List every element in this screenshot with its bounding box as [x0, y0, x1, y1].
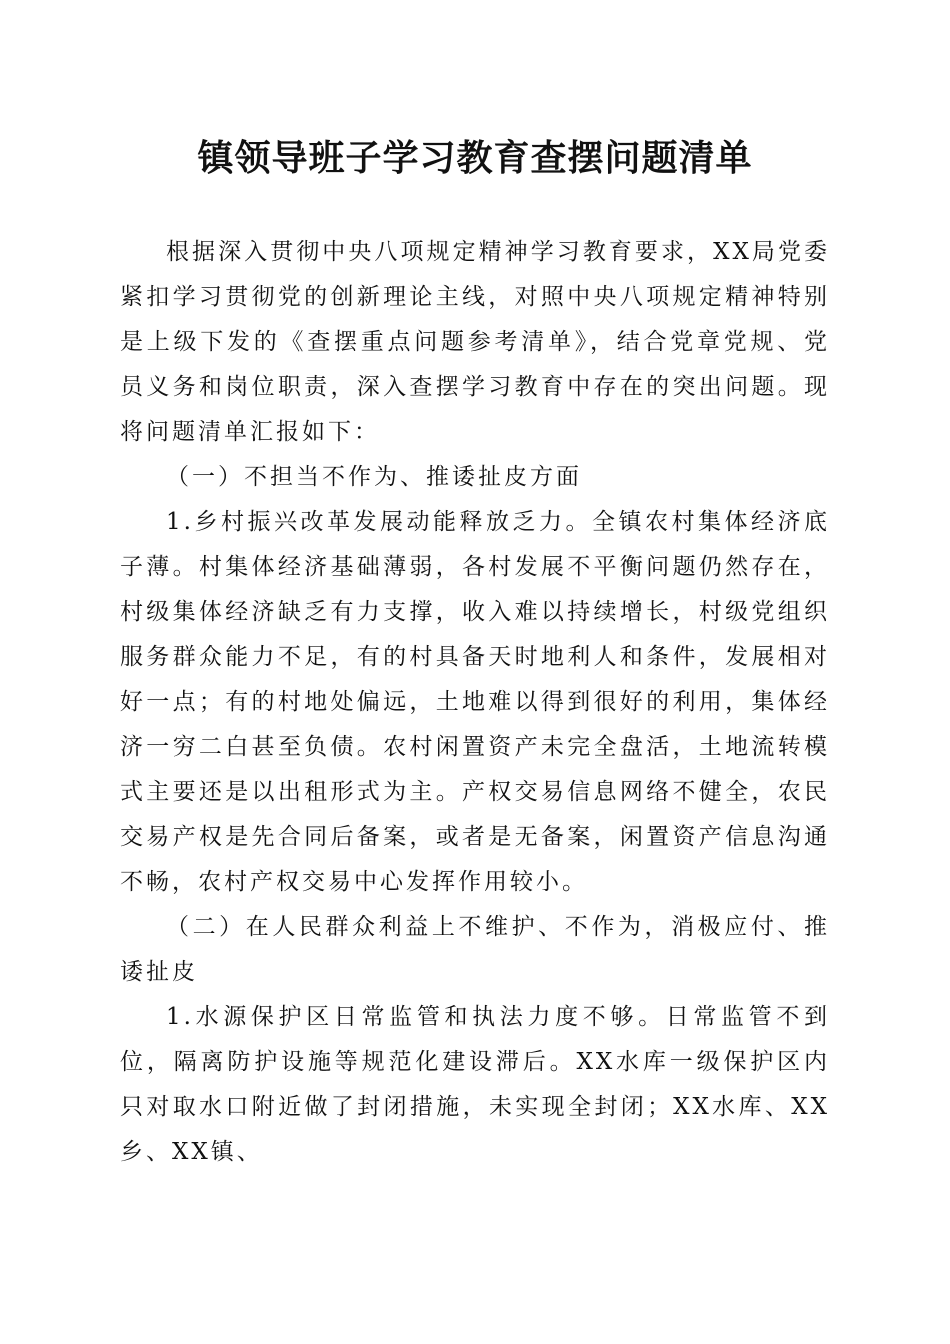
section-1-item-1: 1.乡村振兴改革发展动能释放乏力。全镇农村集体经济底子薄。村集体经济基础薄弱，各村发展不平衡问题仍然存在，村级集体经济缺乏有力支撑，收入难以持续增长，村级党组织服务群众能力不足，有的村具备天时地利人和条件，发展相对好一点；有的村地处偏远，土地难以得到很好的利用，集体经济一穷二白甚至负债。农村闲置资产未完全盘活，土地流转模式主要还是以出租形式为主。产权交易信息网络不健全，农民交易产权是先合同后备案，或者是无备案，闲置资产信息沟通不畅，农村产权交易中心发挥作用较小。 [120, 509, 830, 895]
section-heading-1: （一）不担当不作为、推诿扯皮方面 [166, 464, 582, 490]
intro-paragraph: 根据深入贯彻中央八项规定精神学习教育要求，XX局党委紧扣学习贯彻党的创新理论主线，对照中央八项规定精神特别是上级下发的《查摆重点问题参考清单》，结合党章党规、党员义务和岗位职责，深入查摆学习教育中存在的突出问题。现将问题清单汇报如下： [120, 239, 830, 445]
section-heading-2: （二）在人民群众利益上不维护、不作为，消极应付、推诿扯皮 [120, 914, 830, 985]
document-body [120, 230, 830, 1175]
document-title: 镇领导班子学习教育查摆问题清单 [197, 137, 753, 179]
section-2-item-1: 1.水源保护区日常监管和执法力度不够。日常监管不到位，隔离防护设施等规范化建设滞后。XX水库一级保护区内只对取水口附近做了封闭措施，未实现全封闭；XX水库、XX乡、XX镇、 [120, 1004, 830, 1165]
